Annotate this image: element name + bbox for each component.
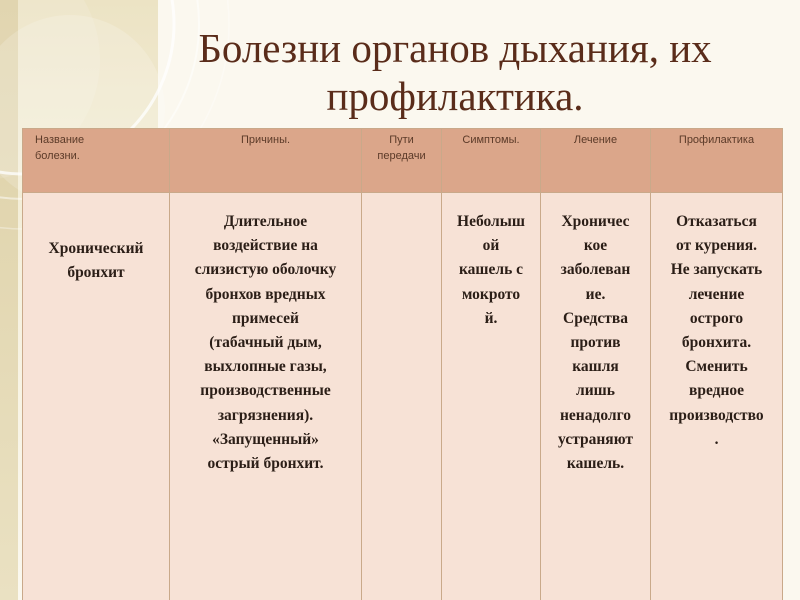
cell-causes: Длительное воздействие на слизистую оболочку бронхов вредных примесей (табачный дым, выхлопные газы, производственные загрязнения). «Запущенный» острый бронхит. (170, 193, 362, 600)
cell-disease-name: Хронический бронхит (23, 193, 170, 600)
slide-title-line-2: профилактика. (326, 73, 584, 119)
header-symptoms: Симптомы. (442, 129, 541, 193)
header-prevention: Профилактика (651, 129, 783, 193)
slide-title (170, 24, 740, 120)
header-disease-name: Название болезни. (23, 129, 170, 193)
cell-symptoms: Неболыш ой кашель с мокрото й. (442, 193, 541, 600)
header-causes: Причины. (170, 129, 362, 193)
cell-transmission (362, 193, 442, 600)
cell-prevention: Отказаться от курения. Не запускать лечение острого бронхита. Сменить вредное производство . (651, 193, 783, 600)
table-header-row (23, 129, 783, 193)
cell-treatment: Хроничес кое заболеван ие. Средства против кашля лишь ненадолго устраняют кашель. (541, 193, 651, 600)
header-treatment: Лечение (541, 129, 651, 193)
slide-title-line-1: Болезни органов дыхания, их (198, 25, 712, 71)
disease-table (22, 128, 783, 600)
header-transmission: Пути передачи (362, 129, 442, 193)
disease-table-container (22, 128, 782, 600)
table-row (23, 193, 783, 600)
